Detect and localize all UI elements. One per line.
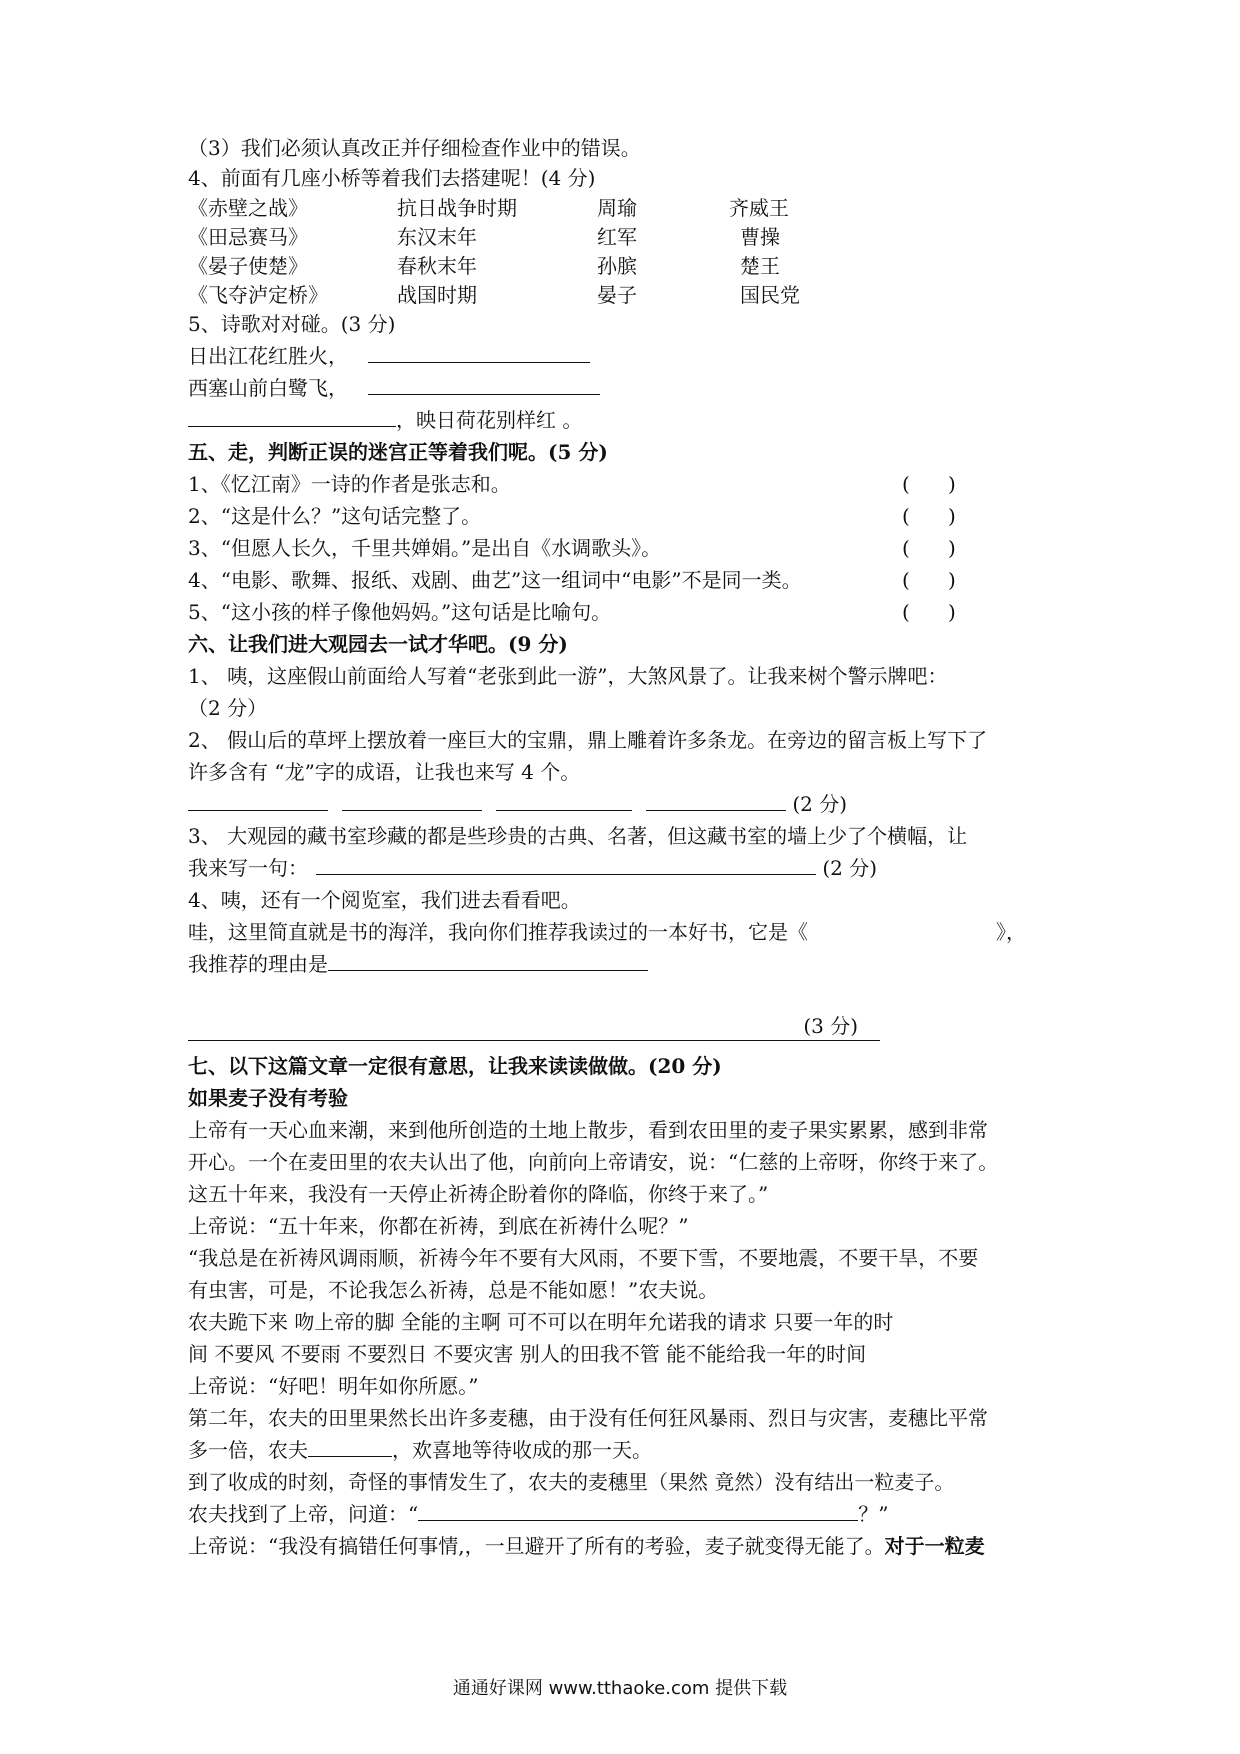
story-title: 如果麦子没有考验 <box>188 1086 348 1110</box>
judge-answer-paren-4[interactable]: ( ) <box>902 568 956 592</box>
idiom-blank-1[interactable] <box>188 788 328 811</box>
poem-line-2 <box>188 372 600 404</box>
q4-col2-item: 抗日战争时期 <box>397 196 517 220</box>
banner-answer-blank[interactable] <box>316 852 816 875</box>
poem-line-2-text: 西塞山前白鹭飞， <box>188 376 348 400</box>
poem-line-3 <box>188 404 582 436</box>
q4-col4-item: 曹操 <box>740 225 780 249</box>
garden-q1-score: （2 分） <box>188 696 268 720</box>
idiom-blank-4[interactable] <box>646 788 786 811</box>
q4-col2-item: 东汉末年 <box>397 225 477 249</box>
judge-item-3: 3、“但愿人长久，千里共婵娟。”是出自《水调歌头》。 <box>188 536 662 560</box>
book-prompt-end: 》， <box>996 920 1026 944</box>
q4-col4-item: 齐威王 <box>729 196 789 220</box>
poem-answer-blank-1[interactable] <box>368 340 590 363</box>
idiom-score: (2 分) <box>792 792 848 816</box>
q4-col2-item: 春秋末年 <box>397 254 477 278</box>
poem-line-3-text: ，映日荷花别样红 。 <box>396 408 583 432</box>
q4-col1-item: 《飞夺泸定桥》 <box>188 283 328 307</box>
idiom-answer-row <box>188 788 847 820</box>
q4-col4-item: 国民党 <box>740 283 800 307</box>
garden-q4-line1: 4、咦，还有一个阅览室，我们进去看看吧。 <box>188 888 581 912</box>
story-line: 上帝有一天心血来潮，来到他所创造的土地上散步，看到农田里的麦子果实累累，感到非常 <box>188 1118 988 1142</box>
q4-col1-item: 《田忌赛马》 <box>188 225 308 249</box>
q4-col1-item: 《赤壁之战》 <box>188 196 308 220</box>
story-last-bold: 对于一粒麦 <box>884 1534 985 1558</box>
judge-answer-paren-5[interactable]: ( ) <box>902 600 956 624</box>
farmer-question-blank[interactable] <box>418 1498 858 1521</box>
story-last-normal: 上帝说：“我没有搞错任何事情,，一旦避开了所有的考验，麦子就变得无能了。 <box>188 1534 885 1558</box>
q3-line: （3）我们必须认真改正并仔细检查作业中的错误。 <box>188 136 641 160</box>
poem-line-1-text: 日出江花红胜火， <box>188 344 348 368</box>
reason-prompt: 我推荐的理由是 <box>188 952 328 976</box>
judge-item-5: 5、“这小孩的样子像他妈妈。”这句话是比喻句。 <box>188 600 612 624</box>
poem-line-1 <box>188 340 590 372</box>
q4-title: 4、前面有几座小桥等着我们去搭建呢！(4 分) <box>188 166 596 190</box>
story-line-unpunctuated: 间 不要风 不要雨 不要烈日 不要灾害 别人的田我不管 能不能给我一年的时间 <box>188 1342 867 1366</box>
judge-answer-paren-1[interactable]: ( ) <box>902 472 956 496</box>
q4-col3-item: 晏子 <box>597 283 637 307</box>
poem-answer-blank-3[interactable] <box>188 404 396 427</box>
banner-score: (2 分) <box>822 856 878 880</box>
q4-col3-item: 红军 <box>597 225 637 249</box>
section-six-title: 六、让我们进大观园去一试才华吧。(9 分) <box>188 632 568 656</box>
poem-answer-blank-2[interactable] <box>368 372 600 395</box>
judge-answer-paren-2[interactable]: ( ) <box>902 504 956 528</box>
story-line: 上帝说：“好吧！明年如你所愿。” <box>188 1374 479 1398</box>
garden-q2-line1: 2、 假山后的草坪上摆放着一座巨大的宝鼎，鼎上雕着许多条龙。在旁边的留言板上写下了 <box>188 728 988 752</box>
reason-answer-blank[interactable] <box>328 948 648 971</box>
story-line: 有虫害，可是，不论我怎么祈祷，总是不能如愿！”农夫说。 <box>188 1278 719 1302</box>
story-line: 这五十年来，我没有一天停止祈祷企盼着你的降临，你终于来了。” <box>188 1182 769 1206</box>
story-blank-suffix: ，欢喜地等待收成的那一天。 <box>392 1438 652 1462</box>
reason-answer-line-2[interactable] <box>188 1010 880 1041</box>
story-line-unpunctuated: 农夫跪下来 吻上帝的脚 全能的主啊 可不可以在明年允诺我的请求 只要一年的时 <box>188 1310 894 1334</box>
garden-q3-line2 <box>188 852 877 884</box>
judge-item-1: 1、《忆江南》一诗的作者是张志和。 <box>188 472 511 496</box>
judge-item-2: 2、“这是什么？”这句话完整了。 <box>188 504 482 528</box>
garden-q2-line2: 许多含有 “龙”字的成语，让我也来写 4 个。 <box>188 760 581 784</box>
reason-score: (3 分) <box>803 1014 858 1038</box>
q4-col3-item: 周瑜 <box>597 196 637 220</box>
garden-q3-prompt: 我来写一句： <box>188 856 308 880</box>
q5-title: 5、诗歌对对碰。(3 分) <box>188 312 396 336</box>
story-line: 开心。一个在麦田里的农夫认出了他，向前向上帝请安，说：“仁慈的上帝呀，你终于来了。 <box>188 1150 999 1174</box>
story-blank-prefix: 多一倍，农夫 <box>188 1438 308 1462</box>
garden-q1-line1: 1、 咦，这座假山前面给人写着“老张到此一游”，大煞风景了。让我来树个警示牌吧： <box>188 664 948 688</box>
garden-q4-line3 <box>188 948 648 980</box>
book-prompt: 哇，这里简直就是书的海洋，我向你们推荐我读过的一本好书，它是《 <box>188 920 808 944</box>
footer-credit: 通通好课网 www.tthaoke.com 提供下载 <box>452 1678 788 1699</box>
garden-q4-line2 <box>188 916 1026 948</box>
section-seven-title: 七、以下这篇文章一定很有意思，让我来读读做做。(20 分) <box>188 1054 722 1078</box>
q4-col3-item: 孙膑 <box>597 254 637 278</box>
story-line: 到了收成的时刻，奇怪的事情发生了，农夫的麦穗里（果然 竟然）没有结出一粒麦子。 <box>188 1470 955 1494</box>
story-line: 第二年，农夫的田里果然长出许多麦穗，由于没有任何狂风暴雨、烈日与灾害，麦穗比平常 <box>188 1406 988 1430</box>
story-line-with-blank <box>188 1434 652 1466</box>
idiom-blank-3[interactable] <box>496 788 632 811</box>
q4-col1-item: 《晏子使楚》 <box>188 254 308 278</box>
story-question-line <box>188 1498 888 1530</box>
story-line: 上帝说：“五十年来，你都在祈祷，到底在祈祷什么呢？” <box>188 1214 689 1238</box>
judge-item-4: 4、“电影、歌舞、报纸、戏剧、曲艺”这一组词中“电影”不是同一类。 <box>188 568 802 592</box>
q4-col4-item: 楚王 <box>740 254 780 278</box>
idiom-blank-2[interactable] <box>342 788 482 811</box>
story-line: “我总是在祈祷风调雨顺，祈祷今年不要有大风雨，不要下雪，不要地震，不要干旱，不要 <box>188 1246 979 1270</box>
judge-answer-paren-3[interactable]: ( ) <box>902 536 956 560</box>
q4-col2-item: 战国时期 <box>397 283 477 307</box>
section-five-title: 五、走，判断正误的迷宫正等着我们呢。(5 分) <box>188 440 608 464</box>
story-last-line <box>188 1530 985 1562</box>
garden-q3-line1: 3、 大观园的藏书室珍藏的都是些珍贵的古典、名著，但这藏书室的墙上少了个横幅，让 <box>188 824 968 848</box>
question-prefix: 农夫找到了上帝，问道：“ <box>188 1502 419 1526</box>
question-suffix: ？” <box>858 1502 889 1526</box>
farmer-feeling-blank[interactable] <box>308 1434 392 1457</box>
